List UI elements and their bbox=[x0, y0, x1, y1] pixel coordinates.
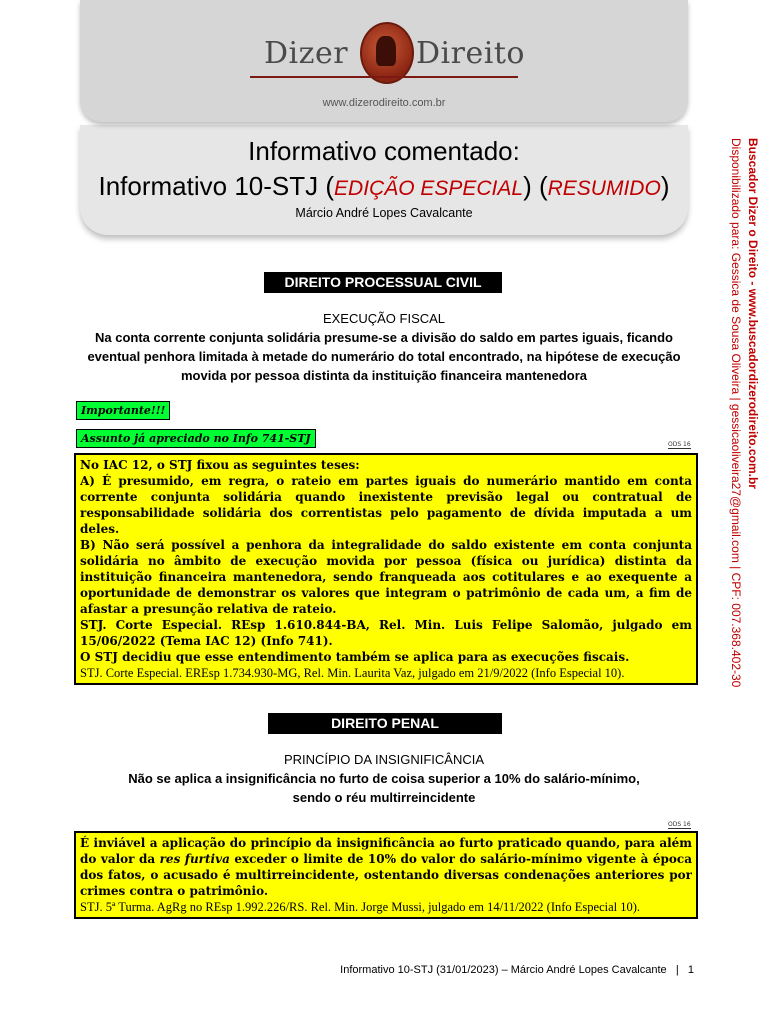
highlight-box-insignificancia bbox=[74, 831, 698, 919]
section-label-processual-civil: DIREITO PROCESSUAL CIVIL bbox=[264, 272, 502, 293]
box-citation: STJ. 5ª Turma. AgRg no REsp 1.992.226/RS. Rel. Min. Jorge Mussi, julgado em 14/11/2022 (Info Especial 10). bbox=[80, 900, 641, 914]
tag-importante: Importante!!! bbox=[76, 401, 170, 420]
side-line-buscador: Buscador Dizer o Direito - www.buscadordizerodireito.com.br bbox=[746, 138, 760, 489]
box-citation-bold: STJ. Corte Especial. REsp 1.610.844-BA, Rel. Min. Luis Felipe Salomão, julgado em 15/06/2022 (Tema IAC 12) (Info 741). bbox=[80, 618, 692, 648]
site-url: www.dizerodireito.com.br bbox=[322, 97, 446, 109]
page-footer bbox=[0, 964, 694, 976]
box-paragraph: O STJ decidiu que esse entendimento também se aplica para as execuções fiscais. bbox=[80, 650, 630, 664]
tag-assunto: Assunto já apreciado no Info 741-STJ bbox=[76, 429, 316, 448]
topic-summary-line1: Não se aplica a insignificância no furto de coisa superior a 10% do salário-mínimo, bbox=[128, 771, 640, 786]
title-end: ) bbox=[660, 171, 670, 201]
topic-summary-line2: sendo o réu multirreincidente bbox=[292, 790, 476, 805]
box-text-a: É inviável a aplicação do princípio da insignificância ao furto praticado quando, para além do valor da bbox=[80, 836, 692, 866]
box-text-italic: res furtiva bbox=[159, 852, 230, 866]
box-citation: STJ. Corte Especial. EREsp 1.734.930-MG, Rel. Min. Laurita Vaz, julgado em 21/9/2022 (Info Especial 10). bbox=[80, 666, 625, 680]
title-edition: EDIÇÃO ESPECIAL bbox=[334, 177, 524, 200]
logo-emblem-icon bbox=[360, 22, 414, 84]
logo-word-left: Dizer bbox=[264, 36, 349, 71]
footer-separator: | bbox=[675, 964, 679, 976]
logo-word-right: Direito bbox=[416, 36, 525, 71]
title-mid: ) ( bbox=[523, 171, 548, 201]
ods-badge: ODS 16 bbox=[668, 821, 691, 828]
title-resumido: RESUMIDO bbox=[547, 177, 661, 200]
side-line-disponibilizado: Disponibilizado para: Gessica de Sousa Oliveira | gessicaoliveira27@gmail.com | CPF: 007.368.402-30 bbox=[729, 138, 743, 688]
topic-title: EXECUÇÃO FISCAL bbox=[322, 311, 446, 326]
section-label-penal: DIREITO PENAL bbox=[268, 713, 502, 734]
page-number: 1 bbox=[687, 964, 694, 976]
page-title-line1: Informativo comentado: bbox=[248, 136, 520, 166]
topic-title: PRINCÍPIO DA INSIGNIFICÂNCIA bbox=[283, 752, 485, 767]
box-paragraph bbox=[80, 835, 692, 899]
side-watermark bbox=[727, 138, 761, 687]
footer-text: Informativo 10-STJ (31/01/2023) – Márcio André Lopes Cavalcante bbox=[340, 964, 667, 976]
topic-execucao-fiscal bbox=[76, 309, 692, 385]
box-paragraph: No IAC 12, o STJ fixou as seguintes teses: bbox=[80, 458, 360, 472]
logo-underline bbox=[250, 76, 518, 78]
dizer-direito-logo bbox=[250, 22, 525, 82]
box-paragraph: B) Não será possível a penhora da integralidade do saldo existente em conta conjunta solidária no âmbito de execução movida por pessoa (física ou jurídica) distinta da instituição financeira mantenedora, sendo franqueada aos cotitulares e ao exequente a oportunidade de demonstrar os valores que integram o patrimônio de cada um, a fim de afastar a presunção relativa de rateio. bbox=[80, 538, 692, 616]
highlight-box-iac12 bbox=[74, 453, 698, 685]
author-name: Márcio André Lopes Cavalcante bbox=[295, 206, 473, 220]
box-paragraph: A) É presumido, em regra, o rateio em partes iguais do numerário mantido em conta corrente conjunta solidária quando inexistente previsão legal ou contratual de responsabilidade solidária dos correntistas pelo pagamento de dívida imputada a um deles. bbox=[80, 474, 692, 536]
title-main: Informativo 10-STJ ( bbox=[98, 171, 335, 201]
ods-badge: ODS 16 bbox=[668, 441, 691, 448]
box-text-b: exceder o limite de 10% do valor do salário-mínimo vigente à época dos fatos, o acusado é multirreincidente, ostentando diversas condenações anteriores por crimes contra o patrimônio. bbox=[80, 852, 692, 898]
topic-insignificancia bbox=[76, 750, 692, 807]
page-title-line2 bbox=[0, 171, 768, 202]
topic-summary: Na conta corrente conjunta solidária presume-se a divisão do saldo em partes iguais, ficando eventual penhora limitada à metade do numerário do total encontrado, na hipótese de execução movida por pessoa distinta da instituição financeira mantenedora bbox=[87, 330, 681, 383]
